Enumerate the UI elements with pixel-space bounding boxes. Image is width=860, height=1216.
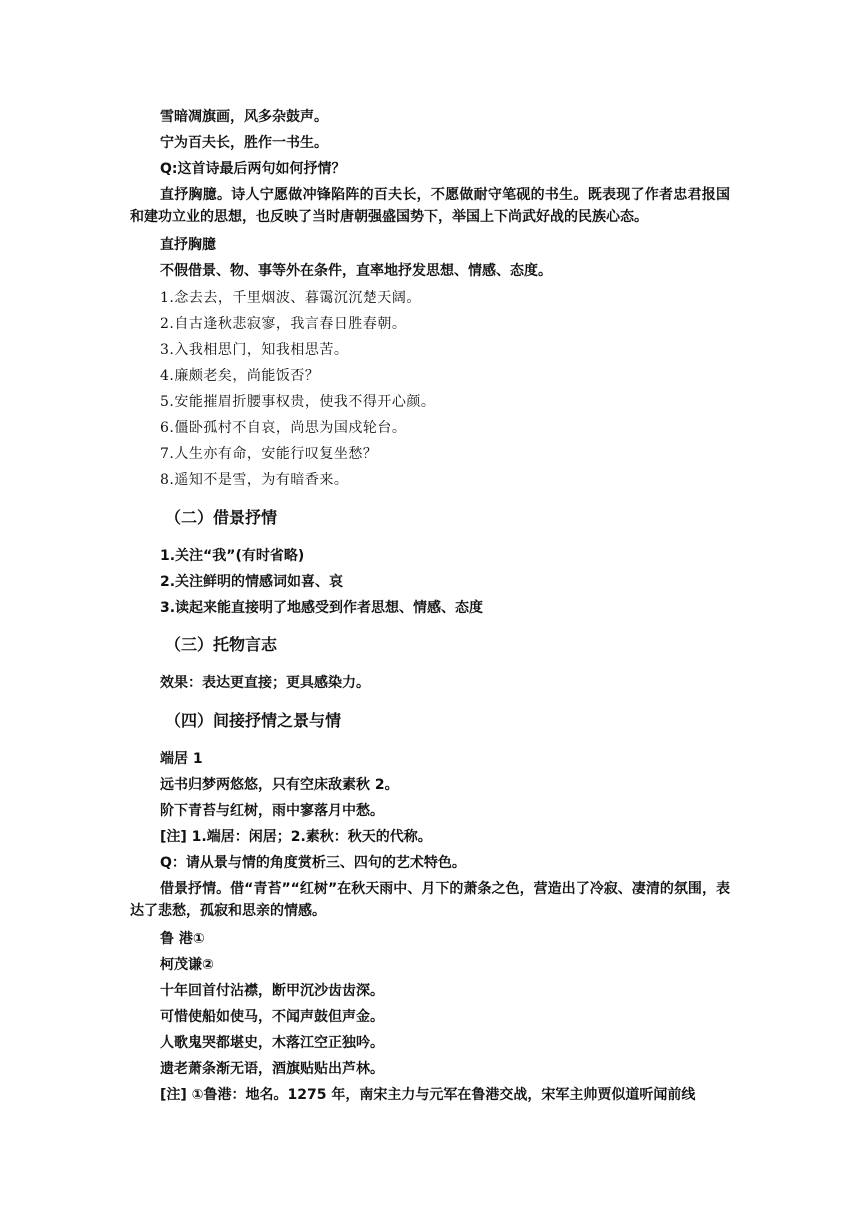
poem1-answer: 直抒胸臆。诗人宁愿做冲锋陷阵的百夫长，不愿做耐守笔砚的书生。既表现了作者忠君报国和建功立业的思想，也反映了当时唐朝强盛国势下，举国上下尚武好战的民族心态。: [130, 187, 730, 225]
direct-title: 直抒胸臆: [160, 237, 216, 253]
section2-item: 1.关注“我”(有时省略): [160, 548, 305, 564]
poem2-line-1: 远书归梦两悠悠，只有空床敌素秋 2。: [160, 777, 399, 793]
example-item: 3.入我相思门，知我相思苦。: [160, 342, 349, 358]
section2-item: 2.关注鲜明的情感词如喜、哀: [160, 574, 344, 590]
example-item: 2.自古逢秋悲寂寥，我言春日胜春朝。: [160, 316, 407, 332]
poem2-question: Q：请从景与情的角度赏析三、四句的艺术特色。: [160, 855, 466, 871]
poem1-line-2: 宁为百夫长，胜作一书生。: [160, 135, 328, 151]
section2-item: 3.读起来能直接明了地感受到作者思想、情感、态度: [160, 600, 484, 616]
poem3-line: 遗老萧条渐无语，酒旗贴贴出芦林。: [160, 1061, 384, 1077]
poem3-title: 鲁 港①: [160, 931, 205, 947]
example-item: 6.僵卧孤村不自哀，尚思为国戍轮台。: [160, 420, 407, 436]
example-item: 5.安能摧眉折腰事权贵，使我不得开心颜。: [160, 394, 436, 410]
example-item: 7.人生亦有命，安能行叹复坐愁？: [160, 446, 378, 462]
poem1-question: Q:这首诗最后两句如何抒情？: [160, 161, 346, 177]
example-item: 4.廉颇老矣，尚能饭否？: [160, 368, 320, 384]
poem3-line: 十年回首付沾襟，断甲沉沙齿齿深。: [160, 983, 384, 999]
example-item: 1.念去去，千里烟波、暮霭沉沉楚天阔。: [160, 290, 421, 306]
poem2-line-2: 阶下青苔与红树，雨中寥落月中愁。: [160, 803, 384, 819]
poem3-note: [注] ①鲁港：地名。1275 年，南宋主力与元军在鲁港交战，宋军主帅贾似道听闻前线: [160, 1087, 696, 1103]
poem2-answer: 借景抒情。借“青苔”“红树”在秋天雨中、月下的萧条之色，营造出了冷寂、凄清的氛围，表达了悲愁，孤寂和思亲的情感。: [130, 881, 730, 919]
poem2-note: [注] 1.端居：闲居；2.素秋：秋天的代称。: [160, 829, 432, 845]
section-heading-4: （四）间接抒情之景与情: [165, 711, 342, 730]
example-item: 8.遥知不是雪，为有暗香来。: [160, 472, 349, 488]
section-heading-3: （三）托物言志: [165, 635, 278, 654]
section3-effect: 效果：表达更直接；更具感染力。: [160, 675, 370, 691]
poem3-line: 可惜使船如使马，不闻声鼓但声金。: [160, 1009, 384, 1025]
poem1-line-1: 雪暗凋旗画，风多杂鼓声。: [160, 109, 328, 125]
poem3-line: 人歌鬼哭都堪史，木落江空正独吟。: [160, 1035, 384, 1051]
section-heading-2: （二）借景抒情: [165, 508, 278, 527]
direct-definition: 不假借景、物、事等外在条件，直率地抒发思想、情感、态度。: [160, 263, 552, 279]
poem3-author: 柯茂谦②: [160, 957, 214, 973]
poem2-title: 端居 1: [160, 751, 203, 767]
